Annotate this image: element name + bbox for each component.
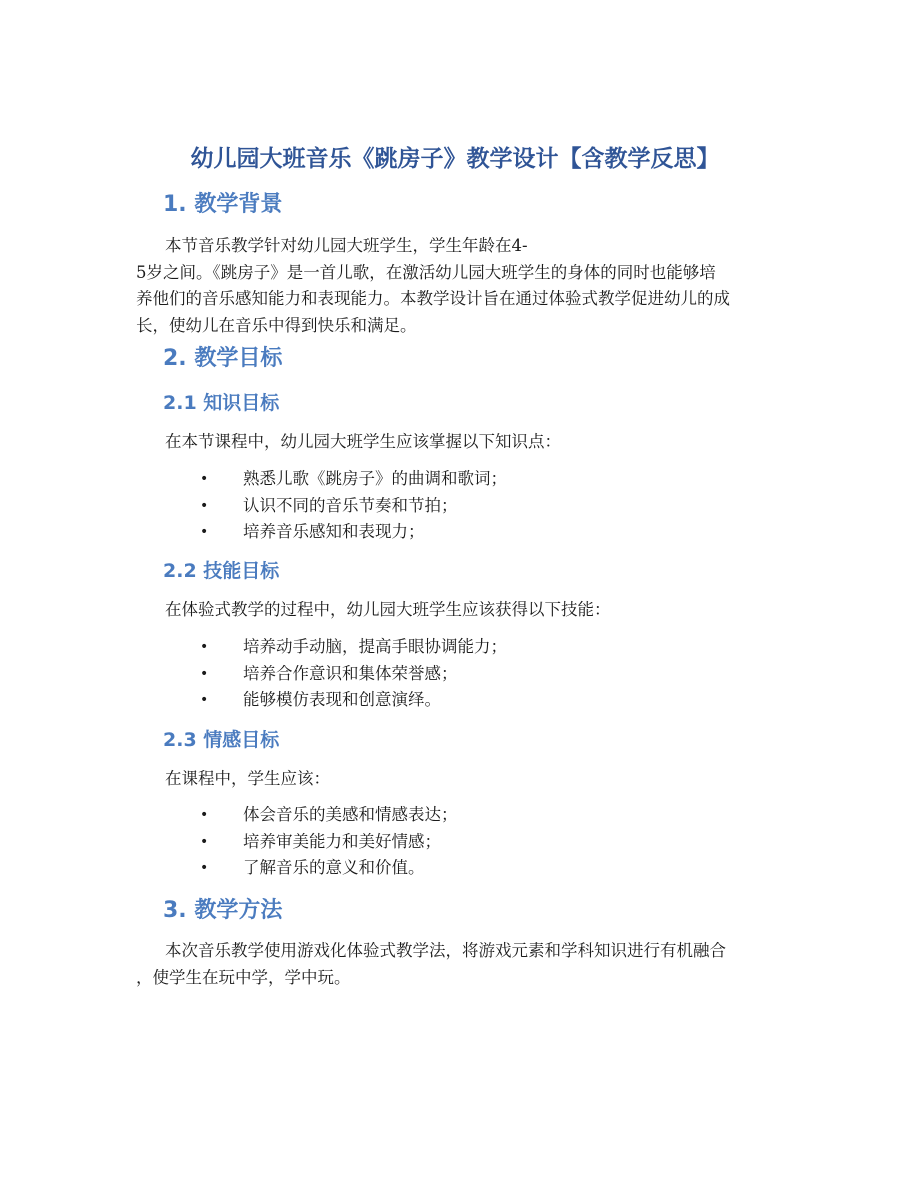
bullet-icon: • [200,471,209,487]
paragraph-line: 本次音乐教学使用游戏化体验式教学法，将游戏元素和学科知识进行有机融合 [165,941,726,960]
list-item-text: 培养合作意识和集体荣誉感； [243,663,458,683]
list-item-text: 了解音乐的意义和价值。 [243,858,425,877]
bullet-icon: • [200,665,209,682]
emotion-intro: 在课程中，学生应该： [165,769,330,788]
paragraph-line: ，使学生在玩中学，学中玩。 [136,967,351,987]
list-item-text: 培养动手动脑，提高手眼协调能力； [243,637,507,656]
bullet-icon: • [200,524,209,540]
section-heading-method: 3. 教学方法 [163,898,283,923]
document-title: 幼儿园大班音乐《跳房子》教学设计【含教学反思】 [190,146,720,172]
section-heading-goals: 2. 教学目标 [163,346,283,371]
paragraph-line: 5岁之间。《跳房子》是一首儿歌，在激活幼儿园大班学生的身体的同时也能够培 [136,262,716,282]
knowledge-intro: 在本节课程中，幼儿园大班学生应该掌握以下知识点： [165,432,561,451]
list-item-text: 能够模仿表现和创意演绎。 [243,690,441,709]
method-paragraph [136,938,788,991]
list-item-text: 体会音乐的美感和情感表达； [243,805,458,824]
bullet-icon: • [200,692,209,708]
bullet-icon: • [200,497,209,514]
skills-intro: 在体验式教学的过程中，幼儿园大班学生应该获得以下技能： [165,600,611,619]
bullet-icon: • [200,833,209,850]
bullet-icon: • [200,860,209,876]
section-heading-background: 1. 教学背景 [163,192,283,217]
bullet-icon: • [200,807,209,823]
list-item-text: 熟悉儿歌《跳房子》的曲调和歌词； [243,469,507,488]
subsection-heading-skills: 2.2 技能目标 [163,560,280,582]
subsection-heading-emotion: 2.3 情感目标 [163,729,280,751]
bullet-icon: • [200,639,209,655]
paragraph-line: 本节音乐教学针对幼儿园大班学生，学生年龄在4- [165,236,528,255]
paragraph-line: 长，使幼儿在音乐中得到快乐和满足。 [136,315,417,335]
subsection-heading-knowledge: 2.1 知识目标 [163,392,280,414]
background-paragraph [136,233,788,339]
list-item-text: 认识不同的音乐节奏和节拍； [243,495,458,515]
list-item-text: 培养音乐感知和表现力； [243,522,425,541]
list-item-text: 培养审美能力和美好情感； [243,831,441,851]
paragraph-line: 养他们的音乐感知能力和表现能力。本教学设计旨在通过体验式教学促进幼儿的成 [136,289,730,308]
